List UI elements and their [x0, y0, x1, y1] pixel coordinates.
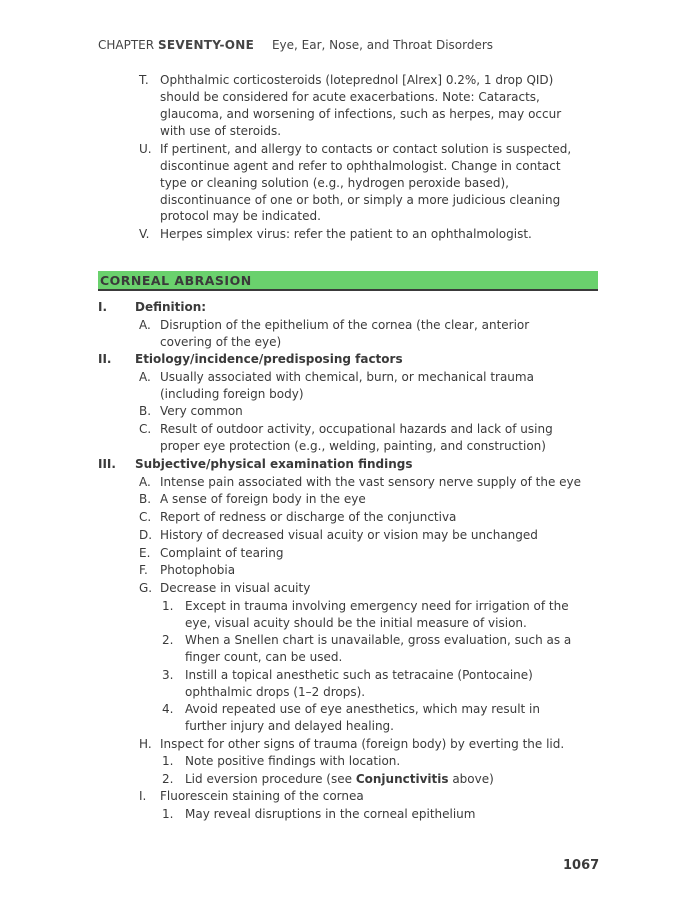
section-title: CORNEAL ABRASION — [100, 273, 252, 288]
subitem-label: 1. — [162, 754, 174, 768]
item-line: Report of redness or discharge of the conjunctiva — [160, 510, 457, 524]
item-line: Fluorescein staining of the cornea — [160, 789, 364, 803]
subitem-text-after: above) — [448, 772, 494, 786]
subitem-label: 1. — [162, 599, 174, 613]
subitem-line: Note positive findings with location. — [185, 754, 401, 768]
section-heading-3: Subjective/physical examination findings — [135, 457, 413, 471]
item-line: Complaint of tearing — [160, 546, 284, 560]
subitem-line: When a Snellen chart is unavailable, gross evaluation, such as a — [185, 633, 572, 647]
cross-reference-conjunctivitis: Conjunctivitis — [355, 772, 449, 786]
item-line: Decrease in visual acuity — [160, 581, 311, 595]
item-v-line: Herpes simplex virus: refer the patient to an ophthalmologist. — [160, 227, 532, 241]
item-t-line: Ophthalmic corticosteroids (loteprednol [Alrex] 0.2%, 1 drop QID) — [160, 73, 554, 87]
section-number-2: II. — [98, 352, 112, 366]
chapter-title: Eye, Ear, Nose, and Throat Disorders — [271, 38, 494, 52]
subitem-line: Except in trauma involving emergency need for irrigation of the — [185, 599, 569, 613]
section-number-3: III. — [98, 457, 116, 471]
item-label: I. — [139, 789, 147, 803]
item-label: G. — [139, 581, 153, 595]
item-label: C. — [139, 422, 152, 436]
item-label: H. — [139, 737, 152, 751]
chapter-number: SEVENTY-ONE — [157, 38, 255, 52]
item-label-t: T. — [139, 73, 149, 87]
item-line: Usually associated with chemical, burn, or mechanical trauma — [160, 370, 534, 384]
subitem-line: eye, visual acuity should be the initial measure of vision. — [185, 616, 527, 630]
item-t-line: should be considered for acute exacerbations. Note: Cataracts, — [160, 90, 540, 104]
item-u-line: protocol may be indicated. — [160, 209, 321, 223]
item-line: proper eye protection (e.g., welding, painting, and construction) — [160, 439, 546, 453]
item-t-line: with use of steroids. — [160, 124, 282, 138]
item-line: Inspect for other signs of trauma (foreign body) by everting the lid. — [160, 737, 565, 751]
subitem-line-with-emphasis — [185, 771, 494, 788]
item-label: D. — [139, 528, 153, 542]
item-label: A. — [139, 475, 151, 489]
item-label: E. — [139, 546, 151, 560]
subitem-line: further injury and delayed healing. — [185, 719, 394, 733]
item-label: A. — [139, 318, 151, 332]
item-label: A. — [139, 370, 151, 384]
item-line: A sense of foreign body in the eye — [160, 492, 366, 506]
item-u-line: If pertinent, and allergy to contacts or contact solution is suspected, — [160, 142, 572, 156]
item-line: Photophobia — [160, 563, 236, 577]
item-label: F. — [139, 563, 148, 577]
item-line: Result of outdoor activity, occupational hazards and lack of using — [160, 422, 553, 436]
page-number: 1067 — [563, 858, 600, 873]
item-label: B. — [139, 404, 152, 418]
item-u-line: discontinue agent and refer to ophthalmologist. Change in contact — [160, 159, 561, 173]
item-line: Very common — [160, 404, 243, 418]
subitem-line: Avoid repeated use of eye anesthetics, which may result in — [185, 702, 540, 716]
item-line: (including foreign body) — [160, 387, 304, 401]
item-label-u: U. — [139, 142, 152, 156]
item-u-line: discontinuance of one or both, or simply a more judicious cleaning — [160, 193, 561, 207]
chapter-word: CHAPTER — [98, 38, 155, 52]
subitem-label: 4. — [162, 702, 174, 716]
item-u-line: type or cleaning solution (e.g., hydrogen peroxide based), — [160, 176, 509, 190]
item-label: B. — [139, 492, 152, 506]
subitem-line: finger count, can be used. — [185, 650, 343, 664]
section-heading-2: Etiology/incidence/predisposing factors — [135, 352, 403, 366]
running-header — [98, 38, 493, 52]
item-t-line: glaucoma, and worsening of infections, such as herpes, may occur — [160, 107, 562, 121]
item-line: covering of the eye) — [160, 335, 282, 349]
subitem-label: 2. — [162, 772, 174, 786]
subitem-label: 3. — [162, 668, 174, 682]
subitem-line: May reveal disruptions in the corneal epithelium — [185, 807, 476, 821]
item-label-v: V. — [139, 227, 150, 241]
item-line: Disruption of the epithelium of the cornea (the clear, anterior — [160, 318, 530, 332]
item-line: History of decreased visual acuity or vision may be unchanged — [160, 528, 538, 542]
subitem-text-before: Lid eversion procedure (see — [185, 772, 356, 786]
section-heading-1: Definition: — [135, 300, 207, 314]
item-line: Intense pain associated with the vast sensory nerve supply of the eye — [160, 475, 582, 489]
item-label: C. — [139, 510, 152, 524]
subitem-line: ophthalmic drops (1–2 drops). — [185, 685, 366, 699]
section-number-1: I. — [98, 300, 108, 314]
subitem-line: Instill a topical anesthetic such as tetracaine (Pontocaine) — [185, 668, 533, 682]
subitem-label: 1. — [162, 807, 174, 821]
subitem-label: 2. — [162, 633, 174, 647]
